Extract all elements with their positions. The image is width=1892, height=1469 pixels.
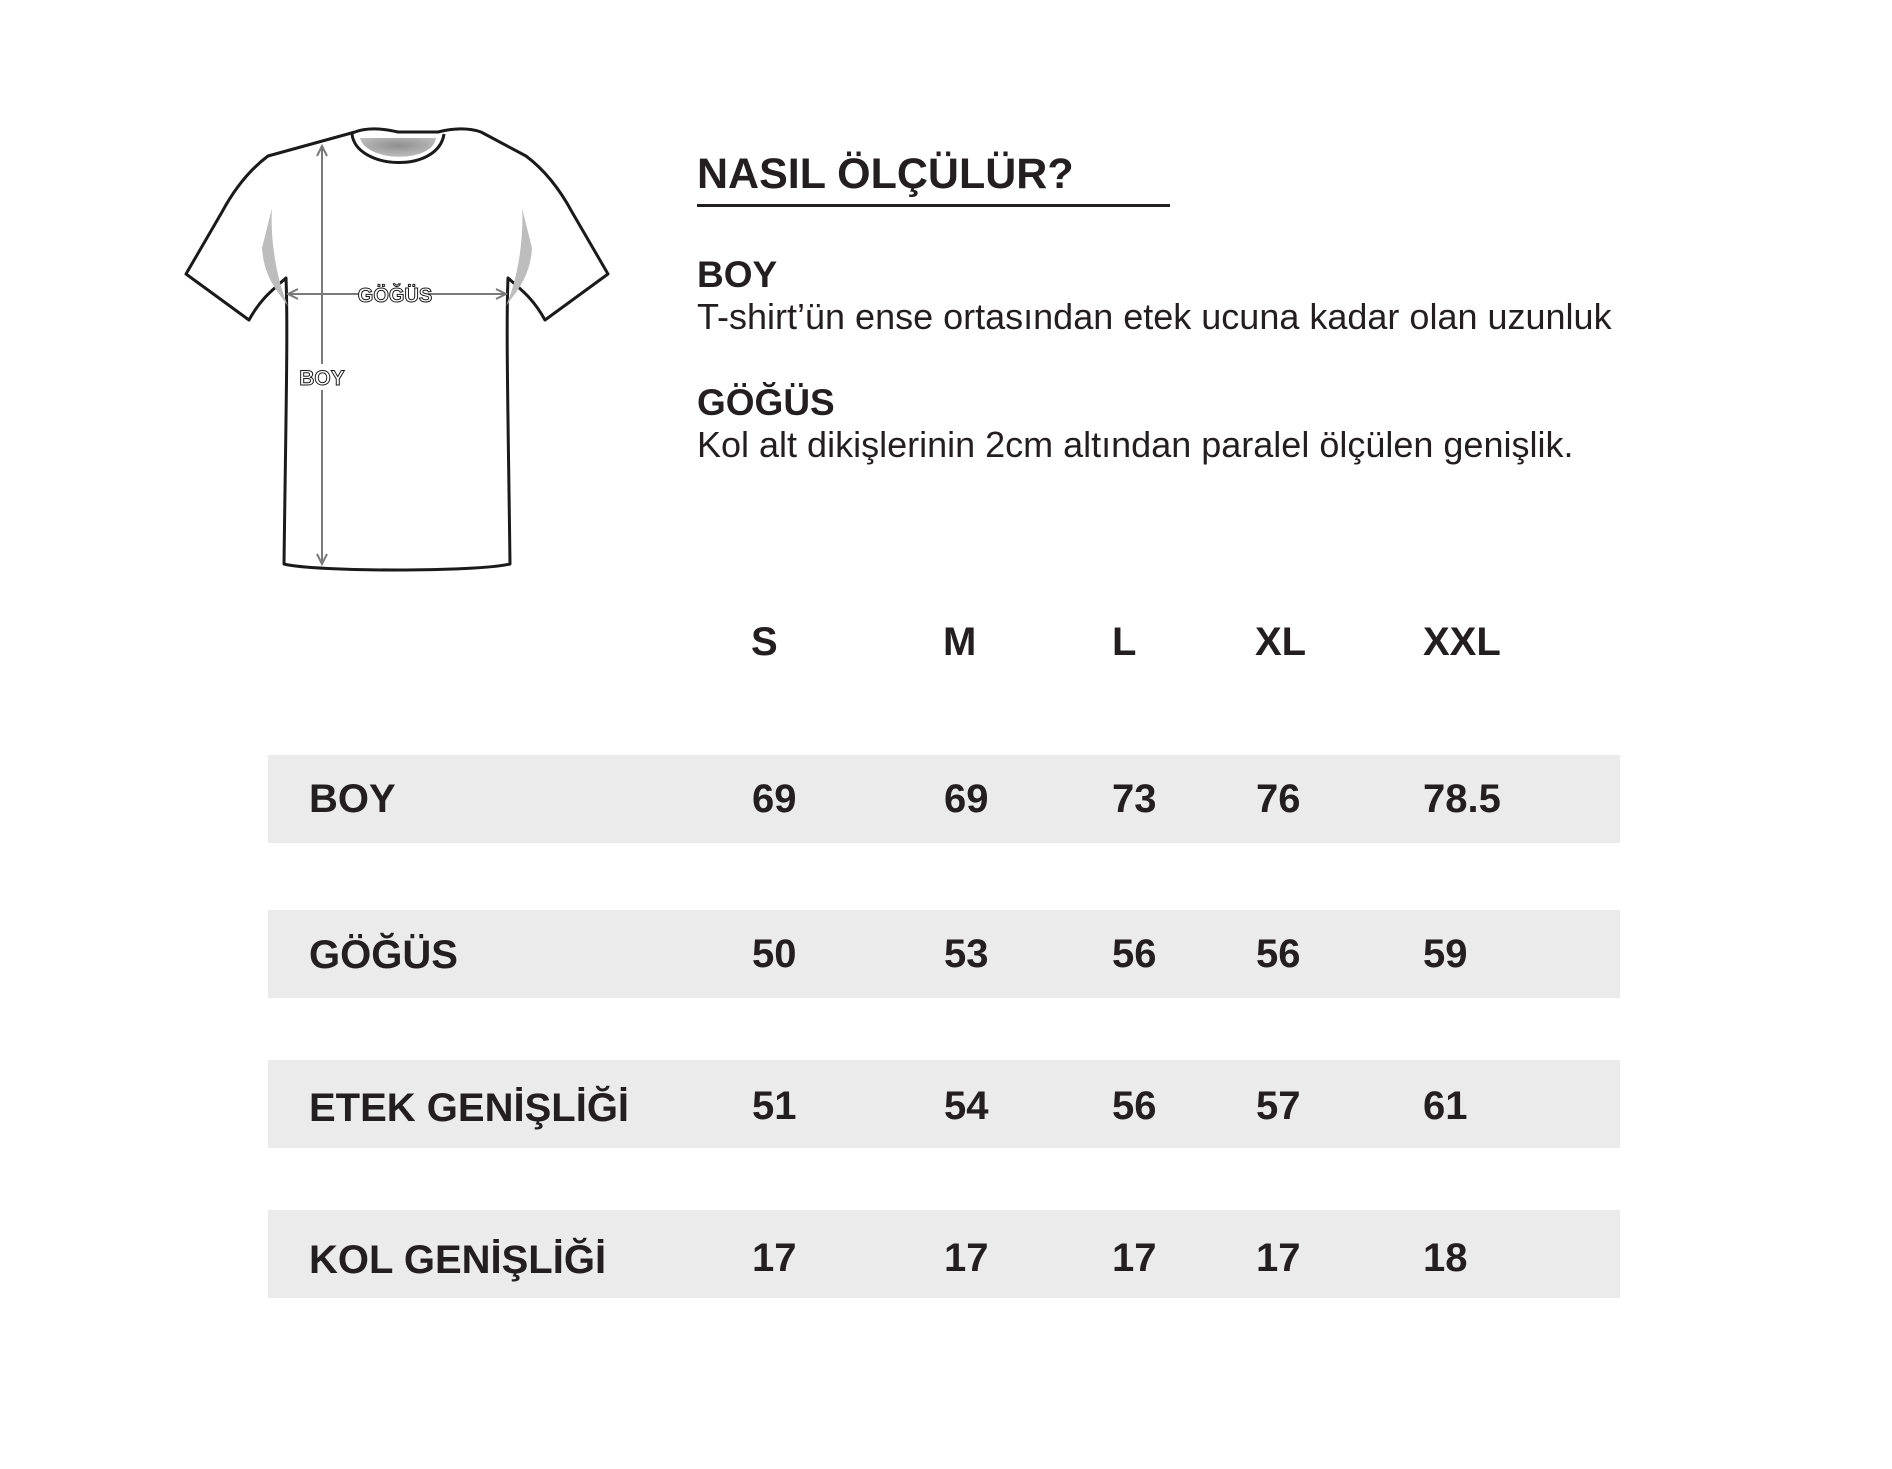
term-gogus-description: Kol alt dikişlerinin 2cm altından paralel ölçülen genişlik. — [697, 424, 1574, 465]
term-boy-description: T-shirt’ün ense ortasından etek ucuna kadar olan uzunluk — [697, 296, 1612, 337]
table-cell: 59 — [1423, 932, 1468, 976]
table-cell: 57 — [1256, 1084, 1301, 1128]
table-cell: 17 — [944, 1236, 989, 1280]
table-cell: 17 — [1256, 1236, 1301, 1280]
table-row-gogus — [268, 910, 1620, 998]
table-cell: 18 — [1423, 1236, 1468, 1280]
size-header-xl: XL — [1255, 620, 1307, 664]
table-cell: 78.5 — [1423, 777, 1501, 821]
row-label: GÖĞÜS — [309, 933, 458, 977]
term-gogus: GÖĞÜS — [697, 382, 835, 423]
table-cell: 17 — [1112, 1236, 1157, 1280]
size-header-m: M — [943, 620, 977, 664]
table-cell: 61 — [1423, 1084, 1468, 1128]
tshirt-outline — [186, 129, 608, 570]
chest-label: GÖĞÜS — [357, 285, 433, 307]
table-row-kol-genisligi — [268, 1210, 1620, 1298]
measurement-guide — [697, 146, 1697, 466]
table-row-boy — [268, 755, 1620, 843]
length-label: BOY — [299, 367, 345, 390]
table-cell: 54 — [944, 1084, 989, 1128]
row-label: BOY — [309, 777, 396, 821]
table-cell: 17 — [752, 1236, 797, 1280]
table-cell: 69 — [944, 777, 989, 821]
table-cell: 76 — [1256, 777, 1301, 821]
term-boy: BOY — [697, 254, 778, 295]
size-header-xxl: XXL — [1423, 620, 1501, 664]
table-cell: 51 — [752, 1084, 797, 1128]
table-cell: 50 — [752, 932, 797, 976]
table-cell: 73 — [1112, 777, 1157, 821]
table-cell: 69 — [752, 777, 797, 821]
size-header-row — [0, 612, 1892, 672]
table-cell: 56 — [1256, 932, 1301, 976]
table-cell: 53 — [944, 932, 989, 976]
row-label: ETEK GENİŞLİĞİ — [309, 1086, 630, 1130]
guide-title: NASIL ÖLÇÜLÜR? — [697, 146, 1170, 207]
table-cell: 56 — [1112, 932, 1157, 976]
table-row-etek-genisligi — [268, 1060, 1620, 1148]
size-header-s: S — [751, 620, 778, 664]
size-header-l: L — [1112, 620, 1137, 664]
table-cell: 56 — [1112, 1084, 1157, 1128]
row-label: KOL GENİŞLİĞİ — [309, 1238, 607, 1282]
